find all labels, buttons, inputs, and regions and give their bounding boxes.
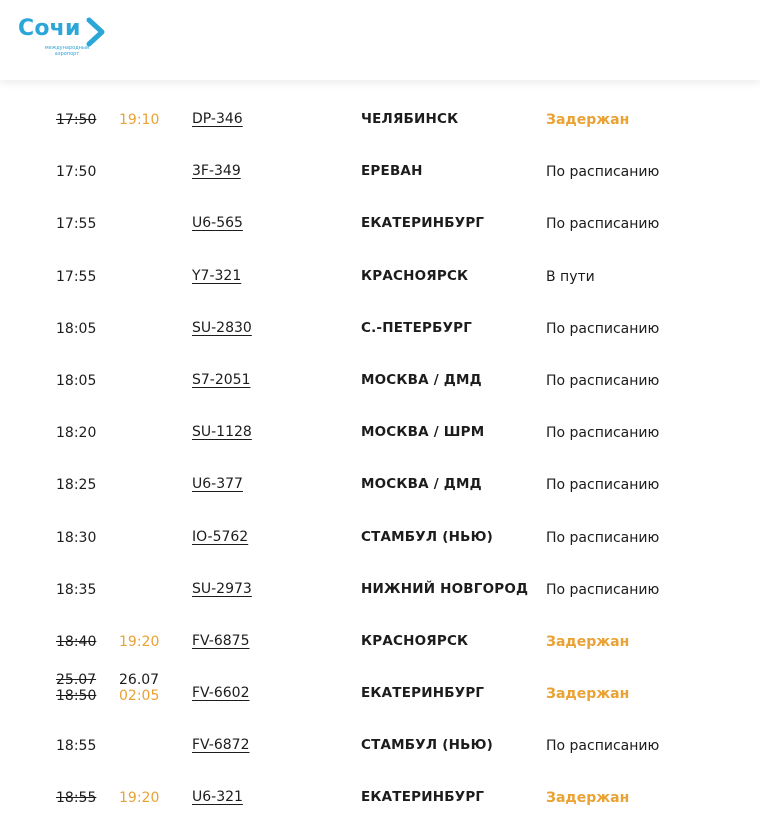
destination-city: ЕРЕВАН: [361, 163, 423, 180]
flight-row[interactable]: [0, 146, 760, 198]
scheduled-time: 18:30: [56, 529, 97, 546]
destination-city: С.-ПЕТЕРБУРГ: [361, 319, 473, 336]
flight-status: По расписанию: [546, 216, 660, 233]
scheduled-time: 18:05: [56, 320, 97, 337]
flight-row[interactable]: [0, 303, 760, 355]
flight-number-link[interactable]: U6-321: [192, 789, 243, 806]
scheduled-time: 18:05: [56, 372, 97, 389]
destination-city: ЕКАТЕРИНБУРГ: [361, 789, 485, 806]
flight-row[interactable]: [0, 407, 760, 459]
destination-city: ЕКАТЕРИНБУРГ: [361, 685, 485, 702]
site-header: [0, 0, 760, 80]
logo-name: Сочи: [18, 16, 81, 41]
destination-city: МОСКВА / ДМД: [361, 476, 482, 493]
scheduled-time: 17:50: [56, 112, 97, 128]
flight-status: По расписанию: [546, 164, 660, 181]
airport-logo[interactable]: [18, 14, 118, 64]
flight-number-link[interactable]: FV-6602: [192, 685, 250, 702]
flight-number-link[interactable]: S7-2051: [192, 371, 251, 388]
destination-city: НИЖНИЙ НОВГОРОД: [361, 580, 529, 597]
estimated-time: 19:10: [119, 112, 160, 128]
flight-row[interactable]: [0, 512, 760, 564]
scheduled-time: 18:40: [56, 633, 97, 650]
scheduled-time: 18:25: [56, 477, 97, 494]
chevron-right-icon: [82, 17, 108, 47]
scheduled-datetime: [56, 672, 96, 704]
destination-city: КРАСНОЯРСК: [361, 267, 469, 284]
estimated-time: 02:05: [119, 688, 160, 705]
flight-number-link[interactable]: SU-2830: [192, 319, 252, 336]
flight-row[interactable]: [0, 616, 760, 668]
destination-city: ЧЕЛЯБИНСК: [361, 111, 459, 127]
flight-row[interactable]: [0, 772, 760, 824]
scheduled-time: 17:55: [56, 216, 97, 233]
flight-status: По расписанию: [546, 372, 660, 389]
estimated-date: 26.07: [119, 672, 160, 689]
flight-number-link[interactable]: SU-1128: [192, 424, 252, 441]
flight-status: Задержан: [546, 790, 630, 807]
flight-number-link[interactable]: FV-6872: [192, 737, 250, 754]
estimated-datetime: [119, 672, 159, 704]
flight-number-link[interactable]: SU-2973: [192, 580, 252, 597]
flight-row[interactable]: [0, 251, 760, 303]
flight-number-link[interactable]: Y7-321: [192, 267, 242, 284]
flight-row[interactable]: [0, 564, 760, 616]
estimated-time: 19:20: [119, 790, 160, 807]
scheduled-date: 25.07: [56, 672, 97, 689]
flight-number-link[interactable]: IO-5762: [192, 528, 249, 545]
flight-status: По расписанию: [546, 738, 660, 755]
scheduled-time: 18:20: [56, 425, 97, 442]
flight-row[interactable]: [0, 459, 760, 511]
flight-row[interactable]: [0, 355, 760, 407]
flight-row[interactable]: [0, 94, 760, 146]
estimated-time: 19:20: [119, 633, 160, 650]
flight-status: В пути: [546, 268, 595, 285]
flight-status: По расписанию: [546, 320, 660, 337]
flight-number-link[interactable]: DP-346: [192, 111, 243, 127]
flight-row[interactable]: [0, 198, 760, 250]
flight-status: Задержан: [546, 112, 630, 128]
scheduled-time: 18:55: [56, 738, 97, 755]
flight-status: Задержан: [546, 633, 630, 650]
flight-number-link[interactable]: U6-377: [192, 476, 243, 493]
destination-city: КРАСНОЯРСК: [361, 632, 469, 649]
logo-subtitle: международный аэропорт: [44, 45, 90, 57]
destination-city: СТАМБУЛ (НЬЮ): [361, 737, 493, 754]
scheduled-time: 18:50: [56, 688, 97, 705]
flight-number-link[interactable]: U6-565: [192, 215, 243, 232]
scheduled-time: 17:55: [56, 268, 97, 285]
destination-city: СТАМБУЛ (НЬЮ): [361, 528, 493, 545]
flight-status: По расписанию: [546, 581, 660, 598]
flight-status: По расписанию: [546, 477, 660, 494]
flight-board: [0, 94, 760, 825]
flight-number-link[interactable]: 3F-349: [192, 163, 241, 180]
flight-row[interactable]: [0, 668, 760, 720]
scheduled-time: 17:50: [56, 164, 97, 181]
destination-city: МОСКВА / ШРМ: [361, 424, 485, 441]
scheduled-time: 18:55: [56, 790, 97, 807]
destination-city: ЕКАТЕРИНБУРГ: [361, 215, 485, 232]
flight-status: По расписанию: [546, 529, 660, 546]
destination-city: МОСКВА / ДМД: [361, 371, 482, 388]
flight-status: Задержан: [546, 686, 630, 703]
flight-row[interactable]: [0, 720, 760, 772]
flight-number-link[interactable]: FV-6875: [192, 632, 250, 649]
flight-status: По расписанию: [546, 425, 660, 442]
scheduled-time: 18:35: [56, 581, 97, 598]
